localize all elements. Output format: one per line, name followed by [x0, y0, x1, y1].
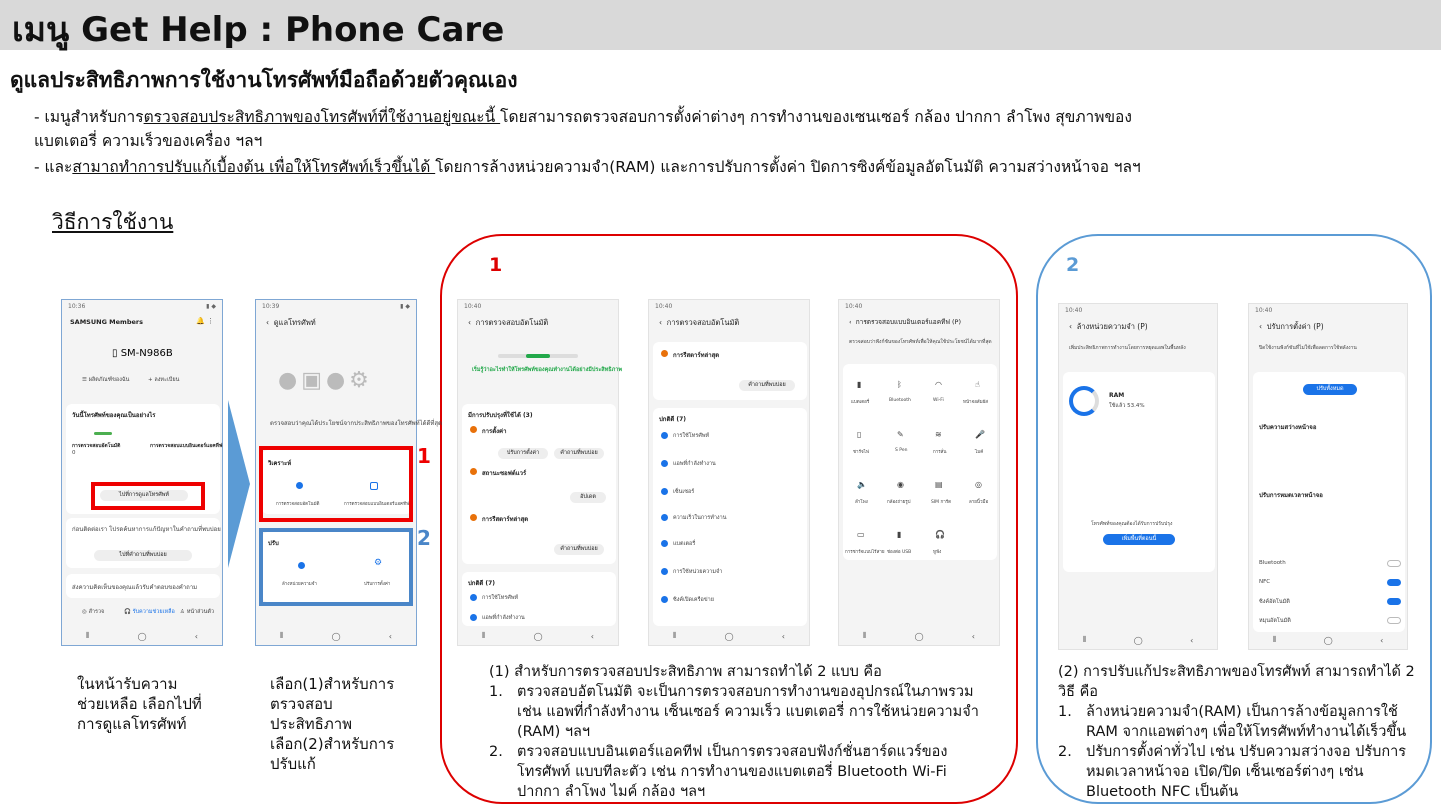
check-icon: [661, 432, 668, 439]
ok-card: [462, 572, 616, 626]
adjust-header: ‹ ปรับการตั้งค่า (P): [1259, 322, 1324, 331]
caption-group-2-title-2: วิธี คือ: [1058, 684, 1099, 700]
system-nav-bar: [839, 627, 999, 645]
ok-item: การใช้โทรศัพท์: [673, 433, 710, 439]
system-nav-bar: [62, 627, 222, 645]
nav-help[interactable]: 🎧 รับความช่วยเหลือ: [124, 609, 175, 615]
camera-icon[interactable]: ◉: [897, 480, 904, 489]
recent-apps-icon[interactable]: ⦀: [1272, 635, 1277, 644]
highlight-box-1: [259, 446, 413, 522]
toggle-rotate[interactable]: [1387, 617, 1401, 624]
item-line: Bluetooth NFC เป็นต้น: [1086, 784, 1239, 800]
nav-profile[interactable]: ♙ หน้าส่วนตัว: [180, 609, 215, 615]
tab-register-label: ลงทะเบียน: [154, 377, 180, 383]
ok-item: ความเร็วในการทำงาน: [673, 515, 727, 521]
memory-header: ‹ ล้างหน่วยความจำ (P): [1069, 322, 1148, 331]
check-icon: [661, 460, 668, 467]
marker-2: 2: [417, 526, 431, 550]
bullet-1-underlined: ตรวจสอบประสิทธิภาพของโทรศัพท์ที่ใช้งานอยู่ขณะนี้: [143, 108, 501, 126]
grid-label[interactable]: หูฟัง: [933, 550, 942, 555]
grid-label[interactable]: ชาร์จไฟ: [853, 450, 870, 455]
toggle-label-sync: ซิงค์อัตโนมัติ: [1259, 599, 1290, 605]
recent-apps-icon[interactable]: ⦀: [1082, 635, 1087, 644]
adjust-title: ปรับการตั้งค่า (P): [1266, 322, 1324, 331]
phone-screen-auto-check-2: [648, 299, 810, 646]
adjust-settings-button[interactable]: ปรับการตั้งค่า: [498, 448, 548, 459]
phone-screen-auto-check: [457, 299, 622, 646]
check-icon: [470, 614, 477, 621]
adjust-desc: ปิดใช้งานฟังก์ชันที่ไม่ใช้เพื่อลดการใช้พลังงาน: [1259, 345, 1357, 351]
auto2-title: การตรวจสอบอัตโนมัติ: [666, 318, 740, 327]
adjust-settings-label[interactable]: ปรับการตั้งค่า: [364, 582, 391, 587]
status-time: 10:40: [464, 303, 482, 310]
grid-label[interactable]: S Pen: [895, 448, 908, 453]
headphone-icon[interactable]: 🎧: [935, 530, 945, 539]
page-title: เมนู Get Help : Phone Care: [12, 10, 505, 50]
caption-line: ในหน้ารับความ: [77, 675, 178, 693]
grid-label[interactable]: ไมค์: [975, 450, 984, 455]
auto-header: ‹ การตรวจสอบอัตโนมัติ: [468, 318, 549, 327]
toggle-bluetooth[interactable]: [1387, 560, 1401, 567]
stat-interactive-label: การตรวจสอบแบบอินเตอร์แอคทีฟ: [150, 443, 223, 449]
memory-desc: เพิ่มประสิทธิภาพการทำงานโดยการหยุดแอพในพื้นหลัง: [1069, 345, 1186, 351]
device-row: ▯ SM-N986B: [112, 348, 173, 359]
item-line: ปรับการตั้งค่าทั่วไป เช่น ปรับความสว่างจอ ปรับการ: [1086, 744, 1407, 760]
item-body: [517, 742, 947, 802]
caption-group-1-item-1: [489, 682, 979, 742]
stat-auto-value: 0: [72, 450, 76, 456]
caption-step-1: [77, 674, 202, 734]
fingerprint-icon[interactable]: ◎: [975, 480, 982, 489]
bullet-1-prefix: - เมนูสำหรับการ: [34, 108, 144, 126]
phone-screen-members: [61, 299, 223, 646]
auto-check-label[interactable]: การตรวจสอบอัตโนมัติ: [276, 502, 320, 507]
scan-progress-fill: [526, 354, 550, 358]
bullet-2-prefix: - และ: [34, 158, 73, 176]
caption-group-2-title: (2) การปรับแก้ประสิทธิภาพของโทรศัพท์ สามารถทำได้ 2: [1058, 664, 1415, 680]
howto-title: วิธีการใช้งาน: [52, 210, 174, 234]
scan-progress-track: [498, 354, 578, 358]
item-number: 1.: [1058, 704, 1072, 720]
back-icon[interactable]: ‹: [590, 631, 594, 641]
phone-screen-adjust-settings: [1248, 303, 1408, 650]
check-icon: [661, 596, 668, 603]
phone-screen-clear-memory: [1058, 303, 1218, 650]
ok-item: แอพที่กำลังทำงาน: [673, 461, 716, 467]
item-line: (RAM) ฯลฯ: [517, 724, 591, 740]
system-nav-bar: [1249, 631, 1407, 649]
help-card: [66, 518, 220, 568]
check-icon: [661, 568, 668, 575]
improve-heading: มีการปรับปรุงที่ใช้ได้ (3): [468, 412, 533, 419]
check-icon: [470, 594, 477, 601]
care-header: ‹ ดูแลโทรศัพท์: [266, 318, 316, 327]
back-icon[interactable]: ‹: [1380, 635, 1384, 645]
improve-card: [462, 404, 616, 564]
status-time: 10:40: [655, 303, 673, 310]
caption-group-2: [1058, 662, 1415, 802]
bullet-2-rest: โดยการล้างหน่วยความจำ(RAM) และการปรับการตั้งค่า ปิดการซิงค์ข้อมูลอัตโนมัติ ความสว่างหน้าจอ ฯลฯ: [435, 158, 1141, 176]
caption-group-1-title: (1) สำหรับการตรวจสอบประสิทธิภาพ สามารถทำได้ 2 แบบ คือ: [489, 664, 882, 680]
grid-label[interactable]: ช่องต่อ USB: [887, 550, 912, 555]
improve-item-restart: การรีสตาร์ทล่าสุด: [482, 516, 529, 523]
status-time: 10:40: [845, 303, 863, 310]
wireless-charge-icon[interactable]: ▭: [857, 530, 865, 539]
bullet-1-rest: โดยสามารถตรวจสอบการตั้งค่าต่างๆ การทำงานของเซนเซอร์ กล้อง ปากกา ลำโพง สุขภาพของ: [500, 108, 1132, 126]
recent-apps-icon[interactable]: ⦀: [673, 631, 677, 640]
check-icon: [661, 540, 668, 547]
caption-line: ช่วยเหลือ เลือกไปที่: [77, 695, 202, 713]
care-title: ดูแลโทรศัพท์: [273, 318, 316, 327]
speaker-icon[interactable]: 🔈: [857, 480, 867, 489]
item-line: หมดเวลาหน้าจอ เปิด/ปิด เซ็นเซอร์ต่างๆ เช่น: [1086, 764, 1364, 780]
ram-usage: ใช้แล้ว 53.4%: [1109, 403, 1145, 409]
home-icon[interactable]: ◯: [137, 631, 147, 641]
pen-icon[interactable]: ✎: [897, 430, 904, 439]
toggle-nfc[interactable]: [1387, 579, 1401, 586]
recent-apps-icon[interactable]: ⦀: [280, 631, 284, 640]
toggle-sync[interactable]: [1387, 598, 1401, 605]
adjust-heading: ปรับ: [268, 540, 279, 547]
caption-group-2-item-1: [1058, 702, 1415, 742]
progress-mark: [94, 432, 112, 435]
function-grid: [843, 364, 997, 560]
back-icon[interactable]: ‹: [194, 631, 198, 641]
ok-item: ซิงค์เปิดเครือข่าย: [673, 597, 714, 603]
toggle-label-nfc: NFC: [1259, 579, 1271, 585]
subtitle: ดูแลประสิทธิภาพการใช้งานโทรศัพท์มือถือด้วยตัวคุณเอง: [10, 68, 518, 92]
item-line: ล้างหน่วยความจำ(RAM) เป็นการล้างข้อมูลการใช้: [1086, 704, 1398, 720]
item-body: [1086, 742, 1406, 802]
warning-icon: [661, 350, 668, 357]
caption-group-1-item-2: [489, 742, 979, 802]
update-button[interactable]: อัปเดต: [570, 492, 606, 503]
phone-screen-care: [255, 299, 442, 646]
home-icon[interactable]: ◯: [1323, 635, 1333, 645]
caption-group-2-item-2: [1058, 742, 1415, 802]
app-brand: SAMSUNG Members: [70, 318, 143, 326]
home-icon[interactable]: ◯: [914, 631, 924, 641]
phone-screen-interactive: [838, 299, 1000, 646]
status-icons: ▮ ◆: [400, 303, 410, 310]
warning-icon: [470, 514, 477, 521]
recent-apps-icon[interactable]: ⦀: [86, 631, 90, 640]
restart-card: [653, 342, 807, 400]
ok-item: แอพที่กำลังทำงาน: [482, 615, 525, 621]
toggle-label-rotate: หมุนอัตโนมัติ: [1259, 618, 1291, 624]
recent-apps-icon[interactable]: ⦀: [863, 631, 867, 640]
device-name: SM-N986B: [120, 348, 173, 359]
caption-step-2: [270, 674, 394, 774]
item-number: 2.: [1058, 744, 1072, 760]
help-text: ก่อนติดต่อเรา โปรดค้นหาการแก้ปัญหาในคำถามที่พบบ่อย: [72, 526, 221, 533]
item-line: ตรวจสอบแบบอินเตอร์แอคทีฟ เป็นการตรวจสอบฟังก์ชั่นฮาร์ดแวร์ของ: [517, 744, 948, 760]
improve-item-software: สถานะซอฟต์แวร์: [482, 470, 527, 477]
item-body: [1086, 702, 1406, 742]
item-number: 1.: [489, 684, 503, 700]
item-line: ตรวจสอบอัตโนมัติ จะเป็นการตรวจสอบการทำงานของอุปกรณ์ในภาพรวม: [517, 684, 974, 700]
recent-apps-icon[interactable]: ⦀: [482, 631, 486, 640]
arrow-right-icon: [228, 400, 250, 568]
system-nav-bar: [256, 627, 416, 645]
settings-gear-icon[interactable]: ⚙: [374, 558, 383, 568]
mic-icon[interactable]: 🎤: [975, 430, 985, 439]
ok-item: การใช้หน่วยความจำ: [673, 569, 723, 575]
caption-group-1: [489, 662, 979, 802]
check-icon: [661, 514, 668, 521]
grid-label[interactable]: การสั่น: [933, 450, 947, 455]
item-line: ปากกา ลำโพง ไมค์ กล้อง ฯลฯ: [517, 784, 706, 800]
stat-auto-label: การตรวจสอบอัตโนมัติ: [72, 443, 121, 449]
nav-explore[interactable]: ◎ สำรวจ: [82, 609, 105, 615]
memory-title: ล้างหน่วยความจำ (P): [1076, 322, 1148, 331]
item-line: เช่น แอพที่กำลังทำงาน เซ็นเซอร์ ความเร็ว แบตเตอรี่ การใช้หน่วยความจำ: [517, 704, 979, 720]
grid-label[interactable]: ลำโพง: [855, 500, 868, 505]
ok-list-card: [653, 408, 807, 626]
adjust-all-button[interactable]: ปรับทั้งหมด: [1303, 384, 1357, 395]
check-icon: [661, 488, 668, 495]
analyze-heading: วิเคราะห์: [268, 460, 292, 467]
faq-button-2[interactable]: คำถามที่พบบ่อย: [554, 544, 604, 555]
grid-label[interactable]: Bluetooth: [889, 398, 911, 403]
feedback-text: ส่งความคิดเห็นของคุณแล้วรับคำตอบของคำถาม: [72, 584, 198, 591]
highlight-box-2: [259, 528, 413, 606]
ok-item: แบตเตอรี่: [673, 541, 696, 547]
back-icon[interactable]: ‹: [971, 631, 975, 641]
free-up-button[interactable]: เพิ่มพื้นที่ตอนนี้: [1103, 534, 1175, 545]
system-nav-bar: [458, 627, 618, 645]
group-1-number: 1: [489, 254, 503, 276]
item-line: RAM จากแอพต่างๆ เพื่อให้โทรศัพท์ทำงานได้เร็วขึ้น: [1086, 724, 1407, 740]
tab-register[interactable]: + ลงทะเบียน: [148, 377, 180, 383]
item-body: [517, 682, 979, 742]
faq-button[interactable]: คำถามที่พบบ่อย: [739, 380, 795, 391]
charge-icon[interactable]: ▯: [857, 430, 862, 439]
grid-label[interactable]: SIM การ์ด: [931, 500, 952, 505]
battery-icon[interactable]: ▮: [857, 380, 862, 389]
home-icon[interactable]: ◯: [724, 631, 734, 641]
timeout-heading: ปรับการหมดเวลาหน้าจอ: [1259, 492, 1323, 499]
ok-heading: ปกติดี (7): [659, 416, 686, 423]
tab-products-label: ผลิตภัณฑ์ของฉัน: [88, 377, 130, 383]
ok-item: การใช้โทรศัพท์: [482, 595, 519, 601]
back-icon[interactable]: ‹: [1190, 635, 1194, 645]
status-time: 10:40: [1255, 307, 1273, 314]
auto-title: การตรวจสอบอัตโนมัติ: [475, 318, 549, 327]
go-phone-care-button[interactable]: ไปที่การดูแลโทรศัพท์: [100, 490, 188, 501]
highlight-box-care: [91, 482, 205, 510]
bluetooth-icon[interactable]: ᛒ: [897, 380, 902, 389]
marker-1: 1: [417, 444, 431, 468]
interactive-header: ‹ การตรวจสอบแบบอินเตอร์แอคทีฟ (P): [849, 318, 961, 326]
nav-help-label: รับความช่วยเหลือ: [132, 609, 175, 615]
back-icon[interactable]: ‹: [388, 631, 392, 641]
system-nav-bar: [1059, 631, 1217, 649]
memory-card: [1063, 372, 1215, 572]
warning-icon: [470, 426, 477, 433]
home-icon[interactable]: ◯: [1133, 635, 1143, 645]
faq-button[interactable]: คำถามที่พบบ่อย: [554, 448, 604, 459]
auto-banner: เริ่มรู้ว่าอะไรทำให้โทรศัพท์ของคุณทำงานได้อย่างมีประสิทธิภาพ: [472, 367, 622, 373]
caption-line: ปรับแก้: [270, 755, 316, 773]
care-description: ตรวจสอบว่าคุณได้ประโยชน์จากประสิทธิภาพของโทรศัพท์ได้ดีที่สุด: [270, 420, 442, 427]
auto2-header: ‹ การตรวจสอบอัตโนมัติ: [659, 318, 740, 327]
vibrate-icon[interactable]: ≋: [935, 430, 942, 439]
status-time: 10:39: [262, 303, 280, 310]
interactive-desc: ตรวจสอบว่าฟังก์ชันของโทรศัพท์เพื่อให้คุณใช้ประโยชน์ได้มากที่สุด: [849, 339, 992, 345]
grid-label[interactable]: หน้าจอสัมผัส: [963, 400, 989, 405]
memory-note: โทรศัพท์ของคุณต้องได้รับการปรับปรุง: [1091, 521, 1173, 527]
tab-products[interactable]: ☰ ผลิตภัณฑ์ของฉัน: [82, 377, 130, 383]
interactive-check-label[interactable]: การตรวจสอบแบบอินเตอร์แอคทีฟ: [344, 502, 410, 507]
ok-heading: ปกติดี (7): [468, 580, 495, 587]
caption-line: ตรวจสอบ: [270, 695, 333, 713]
clear-memory-label[interactable]: ล้างหน่วยความจำ: [282, 582, 317, 587]
grid-label[interactable]: Wi-Fi: [933, 398, 944, 403]
status-icons: ▮ ◆: [206, 303, 216, 310]
care-icons-row: ●▣●⚙: [278, 368, 373, 393]
warning-icon: [470, 468, 477, 475]
group-2-number: 2: [1066, 254, 1080, 276]
nav-profile-label: หน้าส่วนตัว: [186, 609, 215, 615]
toggle-label-bluetooth: Bluetooth: [1259, 560, 1286, 566]
home-icon[interactable]: ◯: [533, 631, 543, 641]
wifi-icon[interactable]: ◠: [935, 380, 942, 389]
status-time: 10:36: [68, 303, 86, 310]
bullet-1-line2: แบตเตอรี่ ความเร็วของเครื่อง ฯลฯ: [34, 132, 263, 150]
item-number: 2.: [489, 744, 503, 760]
nav-explore-label: สำรวจ: [88, 609, 105, 615]
system-nav-bar: [649, 627, 809, 645]
grid-label[interactable]: การชาร์จแบบไร้สาย: [845, 550, 885, 555]
back-icon[interactable]: ‹: [781, 631, 785, 641]
caption-line: ประสิทธิภาพ: [270, 715, 353, 733]
ok-item: เซ็นเซอร์: [673, 489, 695, 495]
bullet-1: [34, 106, 1132, 128]
bullet-2: [34, 156, 1141, 178]
sim-icon[interactable]: ▤: [935, 480, 943, 489]
status-question: วันนี้โทรศัพท์ของคุณเป็นอย่างไร: [72, 412, 156, 419]
status-time: 10:40: [1065, 307, 1083, 314]
grid-label[interactable]: ลายนิ้วมือ: [969, 500, 989, 505]
ram-label: RAM: [1109, 392, 1125, 399]
bell-icon[interactable]: 🔔 ⋮: [196, 317, 214, 325]
brightness-heading: ปรับความสว่างหน้าจอ: [1259, 424, 1317, 431]
interactive-title: การตรวจสอบแบบอินเตอร์แอคทีฟ (P): [855, 318, 961, 326]
grid-label[interactable]: กล้องถ่ายรูป: [887, 500, 911, 505]
grid-label[interactable]: แบตเตอรี่: [851, 400, 870, 405]
caption-line: การดูแลโทรศัพท์: [77, 715, 187, 733]
toggle-card: [1253, 554, 1405, 632]
bullet-2-underlined: สามาถทำการปรับแก้เบื้องต้น เพื่อให้โทรศัพท์เร็วขึ้นได้: [72, 158, 436, 176]
feedback-card: [66, 574, 220, 598]
usb-icon[interactable]: ▮: [897, 530, 902, 539]
ram-gauge: [1069, 386, 1099, 416]
improve-item-settings: การตั้งค่า: [482, 428, 507, 435]
item-line: โทรศัพท์ แบบทีละตัว เช่น การทำงานของแบตเตอรี่ Bluetooth Wi-Fi: [517, 764, 947, 780]
caption-line: เลือก(2)สำหรับการ: [270, 735, 395, 753]
restart-item: การรีสตาร์ทล่าสุด: [673, 352, 720, 359]
home-icon[interactable]: ◯: [331, 631, 341, 641]
touch-icon[interactable]: ☝: [975, 380, 980, 389]
go-faq-button[interactable]: ไปที่คำถามที่พบบ่อย: [94, 550, 192, 561]
caption-line: เลือก(1)สำหรับการ: [270, 675, 395, 693]
